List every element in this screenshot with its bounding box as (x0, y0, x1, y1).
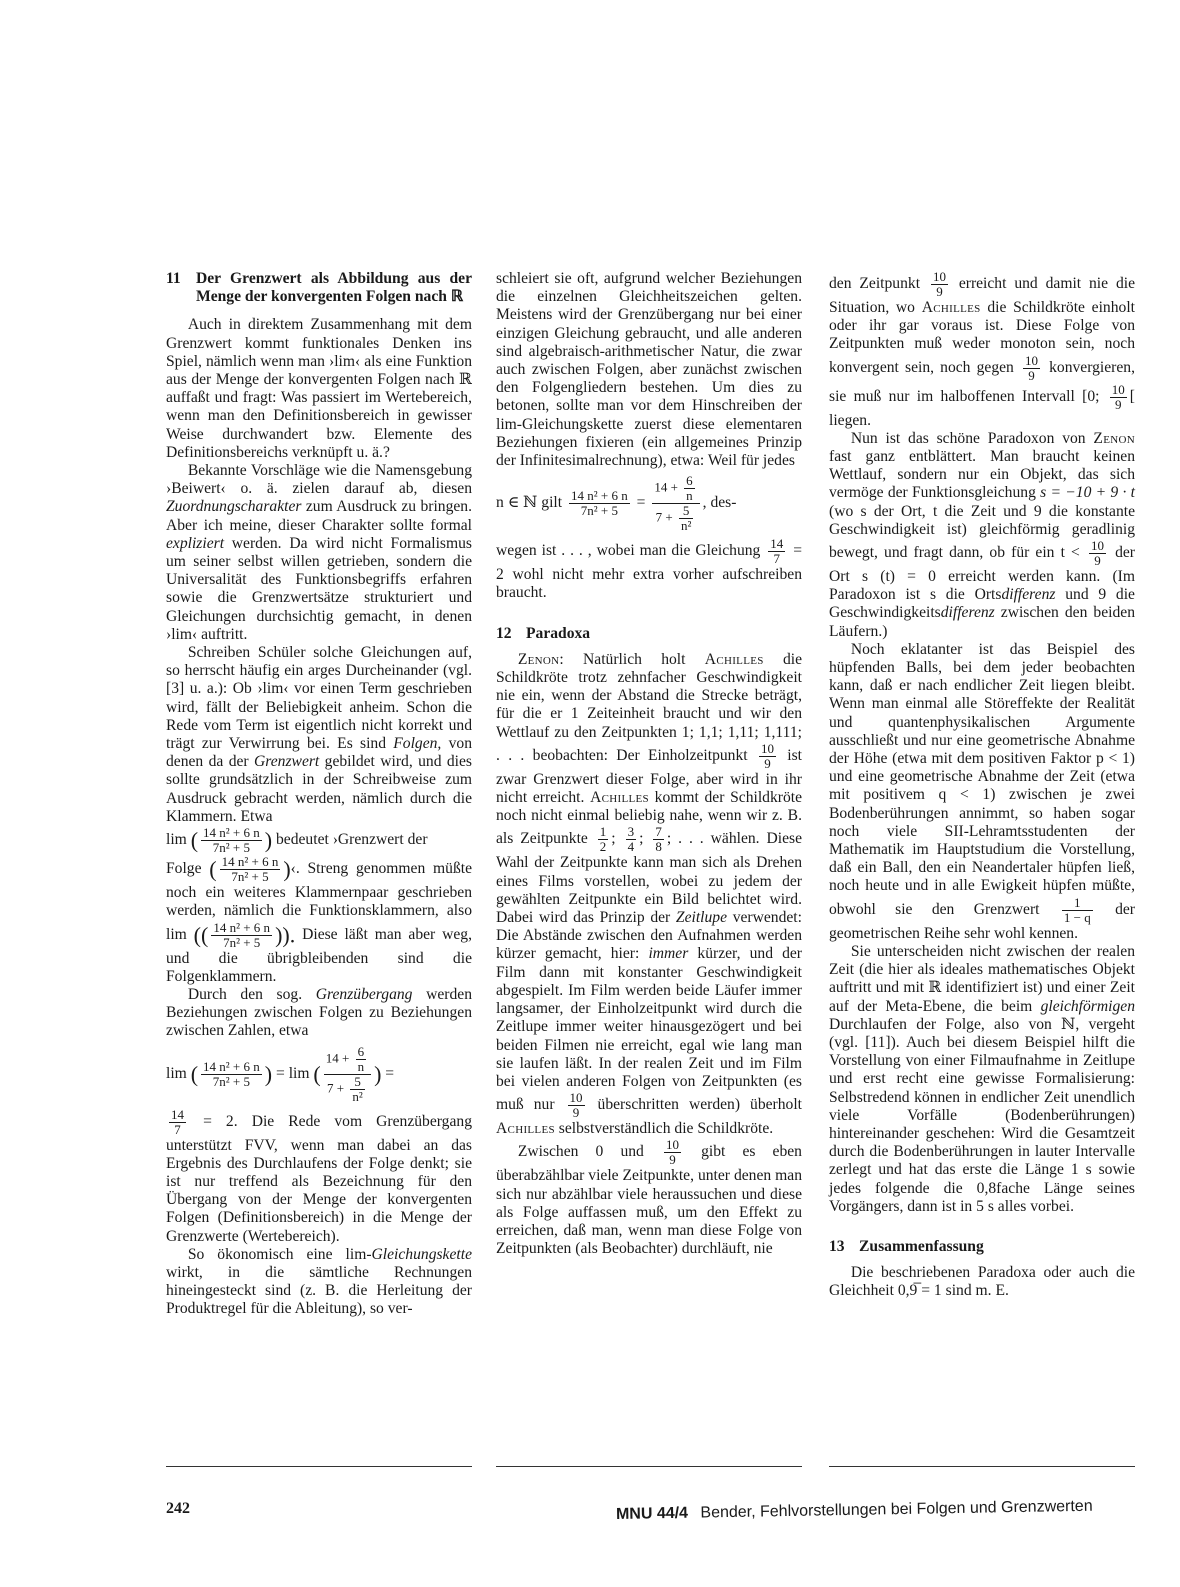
identity-equation: n ∈ ℕ gilt $\frac{\text{14 n² + 6 n}}{\text{7n² + 5}}$ = 14 + $\frac{6}{n}$ 7 + $\frac{5}{\text{n²}}$ , des- (496, 473, 737, 534)
fraction: $\frac{\text{14 n² + 6 n}}{\text{7n² + 5}}$ (213, 919, 271, 950)
paragraph: Durch den sog. Grenzübergang werden Beziehungen zwischen Folgen zu Beziehungen zwischen Zahlen, etwa (166, 985, 472, 1040)
paragraph: Sie unterscheiden nicht zwischen der realen Zeit (die hier als ideales mathematisches Objekt auftritt und mit ℝ identifiziert ist) und einer Zeit auf der Meta-Ebene, die beim gleichförmigen Durchlaufen der Folge, also von ℕ, vergeht (vgl. [11]). Auch bei diesem Beispiel hilft die Vorstellung von einer Filmaufnahme in Zeitlupe und erst recht eine gewisse Formalisierung: Selbstredend können in endlicher Zeit unendlich viele Vorfälle (Bodenberührungen) hintereinander geschehen: Wird die Gesamtzeit durch die Bodenberührungen in lauter Intervalle zerlegt und hat das erste die Länge 1 s sowie jedes folgende die 0,8fache Länge seines Vorgängers, dann ist in 5 s alles vorbei. (829, 942, 1135, 1215)
article-title: Bender, Fehlvorstellungen bei Folgen und Grenzwerten (700, 1497, 1093, 1522)
formula-line: Folge ( $\frac{\text{14 n² + 6 n}}{\text{7n² + 5}}$ )‹. Streng genommen müßte noch ein weiteres Klammernpaar geschrieben werden, nämlich die Funktionsklammern, also lim (( $\frac{\text{14 n² + 6 n}}{\text{7n² + 5}}$ )). Diese läßt man aber weg, und die übrigbleibenden sind die Folgenklammern. (166, 854, 472, 985)
section-12-heading: 12 Paradoxa (496, 624, 591, 642)
column-3 (829, 270, 1135, 1301)
paragraph: So ökonomisch eine lim-Gleichungskette wirkt, in die sämtliche Rechnungen hineingesteckt sind (z. B. die Herleitung der Produktregel für die Ableitung), so ver- (166, 1245, 472, 1318)
paragraph: Nun ist das schöne Paradoxon von Zenon fast ganz entblättert. Man braucht keinen Wettlauf, sondern nur ein Objekt, das sich vermöge der Funktionsgleichung s = −10 + 9 · t (wo s der Ort, t die Zeit und 9 die konstante Geschwindigkeit ist) gleichförmig geradlinig bewegt, und fragt dann, ob für ein t < $\frac{10}{9}$ der Ort s (t) = 0 erreicht werden kann. (Im Paradoxon ist s die Ortsdifferenz und 9 die Geschwindigkeitsdifferenz zwischen den beiden Läufern.) (829, 429, 1136, 640)
paragraph: Auch in direktem Zusammenhang mit dem Grenzwert kommt funktionales Denken ins Spiel, nämlich wenn man ›lim‹ als eine Funktion aus der Menge der konvergenten Folgen nach ℝ auffaßt und fragt: Was passiert im Wertebereich, wenn man den Definitionsbereich in gewisser Weise durchwandert bzw. Elemente des Definitionsbereichs verknüpft u. ä.? (166, 316, 472, 461)
column-1 (166, 270, 472, 1319)
fraction: $\frac{\text{14 n² + 6 n}}{\text{7n² + 5}}$ (203, 825, 260, 856)
journal-issue: MNU 44/4 (615, 1504, 689, 1523)
section-13-heading: 13 Zusammenfassung (829, 1237, 984, 1255)
running-footer (616, 1497, 1136, 1524)
footer-rule (166, 1466, 472, 1467)
page-number: 242 (166, 1500, 190, 1517)
paragraph: $\frac{14}{7}$ = 2. Die Rede vom Grenzübergang unterstützt FVV, wenn man dabei an das Ergebnis des Durchlaufens der Folge denkt; sie ist nur treffend als Bezeichnung für den Übergang von der Menge der konvergenten Folgen (Definitionsbereich) in die Menge der Grenzwerte (Wertebereich). (166, 1106, 472, 1245)
paragraph: Zwischen 0 und $\frac{10}{9}$ gibt es eben überabzählbar viele Zeitpunkte, unter denen man sich nur abzählbar viele heraussuchen und diese als Folge auffassen muß, um den Effekt zu erreichen, daß man, wenn man diese Folge von Zeitpunkten (als Beobachter) durchläuft, nie (496, 1137, 802, 1258)
paragraph: wegen ist . . . , wobei man die Gleichung $\frac{14}{7}$ = 2 wohl nicht mehr extra vorher aufschreiben braucht. (496, 536, 803, 602)
paragraph: Noch eklatanter ist das Beispiel des hüpfenden Balls, bei dem jeder beobachten kann, daß er nach endlicher Zeit liegen bleibt. Wenn man einmal alle Störeffekte der Realität und quantenphysikalischen Argumente ausschließt und nur eine geometrische Abnahme der Höhe (etwa mit dem positiven Faktor p < 1) und eine geometrische Abnahme der Zeit (etwa mit positivem q < 1) zwischen je zwei Bodenberührungen annimmt, so haben sogar noch viele SII-Lehramtsstudenten der Mathematik im Hauptstudium die Vorstellung, daß ein Ball, den ein Neandertaler hüpfen ließ, noch heute und in alle Ewigkeit hüpfen müßte, obwohl sie den Grenzwert $\frac{1}{1 - q}$ der geometrischen Reihe sehr wohl kennen. (829, 640, 1135, 942)
section-title: Der Grenzwert als Abbildung aus der Menge der konvergenten Folgen nach ℝ (196, 270, 472, 306)
paragraph: schleiert sie oft, aufgrund welcher Beziehungen die einzelnen Gleichheitszeichen gelten. Meistens wird der Grenzübergang nur bei einer einzigen Gleichung gebraucht, und alle anderen sind algebraisch-arithmetischer Natur, die zwar auch zwischen Folgen, aber zunächst zwischen den Folgengliedern bestehen. Um dies zu betonen, sollte man vor dem Hinschreiben der lim-Gleichungskette zuerst diese elementaren Beziehungen fixieren (ein allgemeines Prinzip der Infinitesimalrechnung), etwa: Weil für jedes (496, 270, 802, 470)
paragraph: den Zeitpunkt $\frac{10}{9}$ erreicht und damit nie die Situation, wo Achilles die Schildkröte einholt oder ihr gar voraus ist. Diese Folge von Zeitpunkten muß weder monoton sein, noch konvergent sein, noch gegen $\frac{10}{9}$ konvergieren, sie muß nur im halboffenen Intervall [0; $\frac{10}{9}$ [ liegen. (829, 269, 1135, 429)
formula-line: lim ( $\frac{\text{14 n² + 6 n}}{\text{7n² + 5}}$ ) bedeutet ›Grenzwert der (166, 825, 428, 856)
section-11-heading (166, 270, 472, 306)
column-2 (496, 270, 802, 1258)
paragraph: Schreiben Schüler solche Gleichungen auf, so herrscht häufig ein arges Durcheinander (vgl. [3] u. a.): Ob ›lim‹ vor einen Term geschrieben wird, fällt der Beliebigkeit anheim. Schon die Rede vom Term ist eigentlich nicht korrekt und trägt zur Verwirrung bei. Es sind Folgen, von denen da der Grenzwert gebildet wird, und dies sollte grundsätzlich in der Schreibweise zum Ausdruck gebracht werden, nämlich durch die Klammern. Etwa (166, 644, 472, 825)
limit-equation: lim ( $\frac{\text{14 n² + 6 n}}{\text{7n² + 5}}$ ) = lim ( 14 + $\frac{6}{n}$ 7 + $\frac{5}{\text{n²}}$ ) = (166, 1043, 395, 1104)
footer-rule (496, 1466, 802, 1467)
footer-rule (829, 1466, 1135, 1467)
section-number: 11 (166, 270, 181, 287)
paragraph: Die beschriebenen Paradoxa oder auch die Gleichheit 0,9̅ = 1 sind m. E. (829, 1264, 1135, 1300)
paragraph: Zenon: Natürlich holt Achilles die Schildkröte trotz zehnfacher Geschwindigkeit nie ein, wenn der Abstand die Strecke beträgt, für die er 1 Zeiteinheit braucht und wir den Wettlauf zu den Zeitpunkten 1; 1,1; 1,11; 1,111; . . . beobachten: Der Einholzeitpunkt $\frac{10}{9}$ ist zwar Grenzwert dieser Folge, aber wird in ihr nicht erreicht. Achilles kommt der Schildkröte noch nicht einmal beliebig nahe, wenn wir z. B. als Zeitpunkte $\frac{1}{2}$ ; $\frac{3}{4}$ ; $\frac{7}{8}$ ; . . . wählen. Diese Wahl der Zeitpunkte kann man sich als Drehen eines Films vorstellen, wobei zu jedem der gewählten Zeitpunkte ein Bild belichtet wird. Dabei wird das Prinzip der Zeitlupe verwendet: Die Abstände zwischen den Aufnahmen werden kürzer gemacht, hier: immer kürzer, und der Film dann mit konstanter Geschwindigkeit abgespielt. Im Film werden beide Läufer immer langsamer, der Einholzeitpunkt wird durch die Zeitlupe immer weiter hinausgezögert und bei beiden Filmen nie erreicht, egal wie lang man sie laufen läßt. In der realen Zeit und im Film bei vielen anderen Folgen von Zeitpunkten (es muß nur $\frac{10}{9}$ überschritten werden) überholt Achilles selbstverständlich die Schildkröte. (496, 650, 803, 1138)
paragraph: Bekannte Vorschläge wie die Namensgebung ›Beiwert‹ o. ä. zielen darauf ab, diesen Zuordnungscharakter zum Ausdruck zu bringen. Aber ich meine, dieser Charakter sollte formal expliziert werden. Da wird nicht Formalismus um seiner selbst willen getrieben, sondern die Universalität des Funktionsbegriffs erfahren sowie die Grenzwertsätze strukturiert und Gleichungen durchsichtig gemacht, in denen ›lim‹ auftritt. (166, 462, 472, 643)
fraction: $\frac{\text{14 n² + 6 n}}{\text{7n² + 5}}$ (221, 854, 279, 885)
